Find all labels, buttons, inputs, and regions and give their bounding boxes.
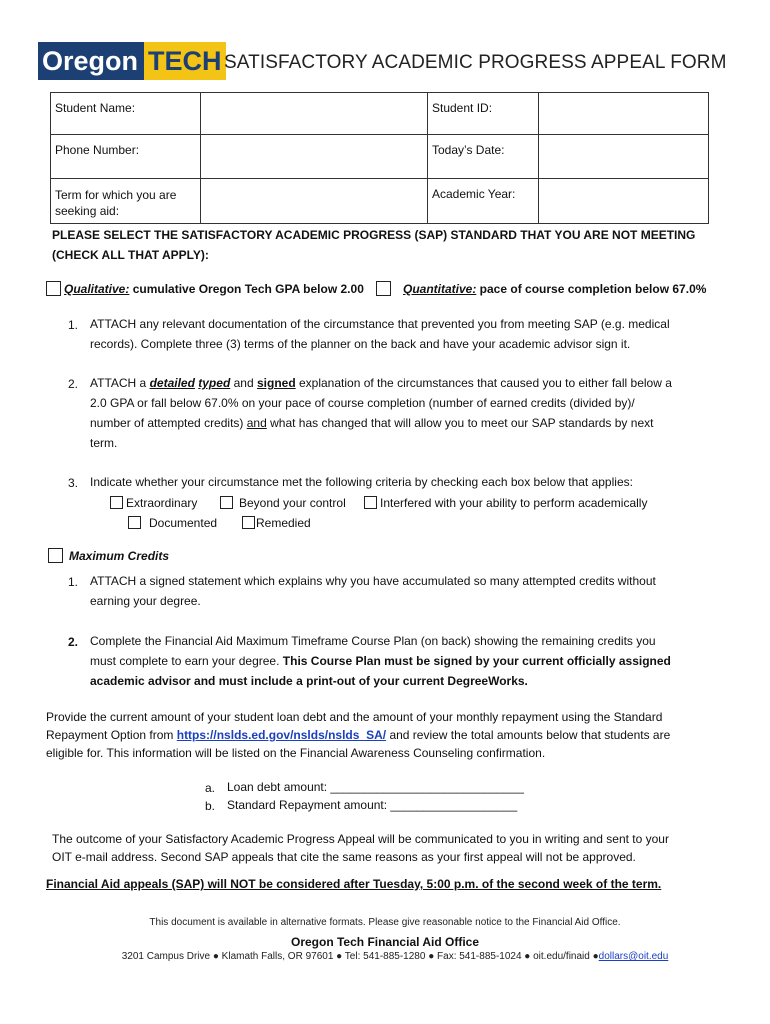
financial-aid-office-title: Oregon Tech Financial Aid Office — [290, 935, 480, 949]
office-email-link[interactable]: dollars@oit.edu — [598, 951, 669, 962]
todays-date-label: Today’s Date: — [428, 135, 539, 179]
item-1-line-1: ATTACH any relevant documentation of the circumstance that prevented you from meeting SAP (e.g. medical — [90, 317, 670, 331]
student-name-field[interactable] — [201, 93, 428, 135]
remedied-checkbox[interactable] — [242, 516, 255, 529]
item-2-line-3a: number of attempted credits) — [90, 416, 247, 430]
item-2-line-3-and: and — [246, 416, 267, 430]
loan-a-label: a. — [205, 781, 216, 795]
item-2-typed: typed — [198, 376, 231, 390]
loan-line-2a: Repayment Option from — [46, 728, 177, 742]
item-2-and: and — [230, 376, 257, 390]
remedied-label: Remedied — [256, 516, 311, 530]
quantitative-label: Quantitative: — [403, 282, 477, 296]
deadline-notice: Financial Aid appeals (SAP) will NOT be considered after Tuesday, 5:00 p.m. of the second week of the term. — [46, 877, 662, 891]
max-item-2-line-1: Complete the Financial Aid Maximum Timeframe Course Plan (on back) showing the remaining credits you — [90, 634, 656, 648]
max-item-2-line-3: academic advisor and must include a print-out of your current DegreeWorks. — [90, 674, 528, 688]
office-address: 3201 Campus Drive ● Klamath Falls, OR 97601 ● Tel: 541-885-1280 ● Fax: 541-885-1024 ● oit.edu/finaid ● — [121, 951, 599, 962]
loan-line-2b: and review the total amounts below that students are — [386, 728, 671, 742]
max-item-2-number: 2. — [68, 635, 79, 649]
beyond-control-label: Beyond your control — [239, 496, 346, 510]
criterion-remedied — [242, 513, 311, 533]
quantitative-checkbox[interactable] — [376, 281, 391, 296]
term-field[interactable] — [201, 179, 428, 224]
outcome-line-1: The outcome of your Satisfactory Academic Progress Appeal will be communicated to you in writing and sent to your — [52, 832, 669, 846]
qualitative-label: Qualitative: — [64, 282, 130, 296]
max-item-1-line-2: earning your degree. — [90, 594, 201, 608]
max-credits-checkbox[interactable] — [48, 548, 63, 563]
qualitative-checkbox[interactable] — [46, 281, 61, 296]
criterion-beyond-control — [220, 493, 346, 513]
student-name-label: Student Name: — [51, 93, 201, 135]
phone-label: Phone Number: — [51, 135, 201, 179]
office-contact-line — [0, 951, 770, 962]
logo-word-tech: TECH — [144, 42, 226, 80]
loan-line-1: Provide the current amount of your student loan debt and the amount of your monthly repayment using the Standard — [46, 710, 663, 724]
phone-field[interactable] — [201, 135, 428, 179]
item-1-line-2: records). Complete three (3) terms of the planner on the back and have your academic advisor sign it. — [90, 337, 631, 351]
documented-checkbox[interactable] — [128, 516, 141, 529]
logo-word-oregon: Oregon — [38, 42, 144, 80]
nslds-link[interactable]: https://nslds.ed.gov/nslds/nslds_SA/ — [176, 728, 387, 742]
item-2-detailed: detailed — [149, 376, 195, 390]
max-item-2-line-2 — [90, 651, 671, 671]
item-1-number: 1. — [68, 318, 79, 332]
sap-select-heading: PLEASE SELECT THE SATISFACTORY ACADEMIC PROGRESS (SAP) STANDARD THAT YOU ARE NOT MEETING — [52, 228, 696, 242]
criterion-documented — [128, 513, 217, 533]
student-id-field[interactable] — [539, 93, 709, 135]
item-2-line-3 — [90, 413, 653, 433]
quantitative-text: pace of course completion below 67.0% — [476, 282, 707, 296]
loan-b-label: b. — [205, 799, 216, 813]
qualitative-option — [46, 281, 364, 296]
max-credits-label: Maximum Credits — [69, 549, 170, 563]
loan-line-3: eligible for. This information will be listed on the Financial Awareness Counseling confirmation. — [46, 746, 546, 760]
item-2-attach: ATTACH a — [90, 376, 150, 390]
loan-line-2 — [46, 726, 670, 744]
max-item-2-line-2b: This Course Plan must be signed by your current officially assigned — [282, 654, 671, 668]
term-label: Term for which you are seeking aid: — [51, 179, 201, 224]
item-2-line-2: 2.0 GPA or fall below 67.0% on your pace of course completion (number of earned credits (divided by)/ — [90, 396, 635, 410]
item-2-number: 2. — [68, 377, 79, 391]
extraordinary-label: Extraordinary — [126, 496, 198, 510]
qualitative-text: cumulative Oregon Tech GPA below 2.00 — [129, 282, 364, 296]
item-2-line-4: term. — [90, 436, 118, 450]
documented-label: Documented — [149, 516, 218, 530]
item-2-line-3b: what has changed that will allow you to meet our SAP standards by next — [266, 416, 654, 430]
interfered-checkbox[interactable] — [364, 496, 377, 509]
student-info-table — [50, 92, 709, 224]
standard-repayment-field[interactable]: Standard Repayment amount: ___________________ — [227, 798, 518, 812]
loan-debt-amount-field[interactable]: Loan debt amount: _____________________________ — [227, 780, 524, 794]
max-credits-option — [48, 548, 169, 563]
outcome-line-2: OIT e-mail address. Second SAP appeals that cite the same reasons as your first appeal will not be approved. — [52, 850, 636, 864]
max-item-1-number: 1. — [68, 575, 79, 589]
item-2-line-1 — [90, 373, 672, 393]
beyond-control-checkbox[interactable] — [220, 496, 233, 509]
item-3-number: 3. — [68, 476, 79, 490]
oregon-tech-logo — [38, 42, 226, 80]
criterion-extraordinary — [110, 493, 197, 513]
extraordinary-checkbox[interactable] — [110, 496, 123, 509]
academic-year-label: Academic Year: — [428, 179, 539, 224]
student-id-label: Student ID: — [428, 93, 539, 135]
item-3-line-1: Indicate whether your circumstance met the following criteria by checking each box below that applies: — [90, 475, 633, 489]
max-item-1-line-1: ATTACH a signed statement which explains why you have accumulated so many attempted credits without — [90, 574, 656, 588]
quantitative-option — [376, 281, 706, 296]
item-2-rest: explanation of the circumstances that caused you to either fall below a — [295, 376, 672, 390]
max-item-2-line-2a: must complete to earn your degree. — [90, 654, 283, 668]
form-title: SATISFACTORY ACADEMIC PROGRESS APPEAL FORM — [224, 52, 727, 73]
interfered-label: Interfered with your ability to perform academically — [380, 496, 648, 510]
sap-select-heading-2: (CHECK ALL THAT APPLY): — [52, 248, 209, 262]
criterion-interfered — [364, 493, 647, 513]
alternative-formats-note: This document is available in alternative formats. Please give reasonable notice to the Financial Aid Office. — [149, 917, 621, 928]
item-2-signed: signed — [256, 376, 296, 390]
academic-year-field[interactable] — [539, 179, 709, 224]
todays-date-field[interactable] — [539, 135, 709, 179]
